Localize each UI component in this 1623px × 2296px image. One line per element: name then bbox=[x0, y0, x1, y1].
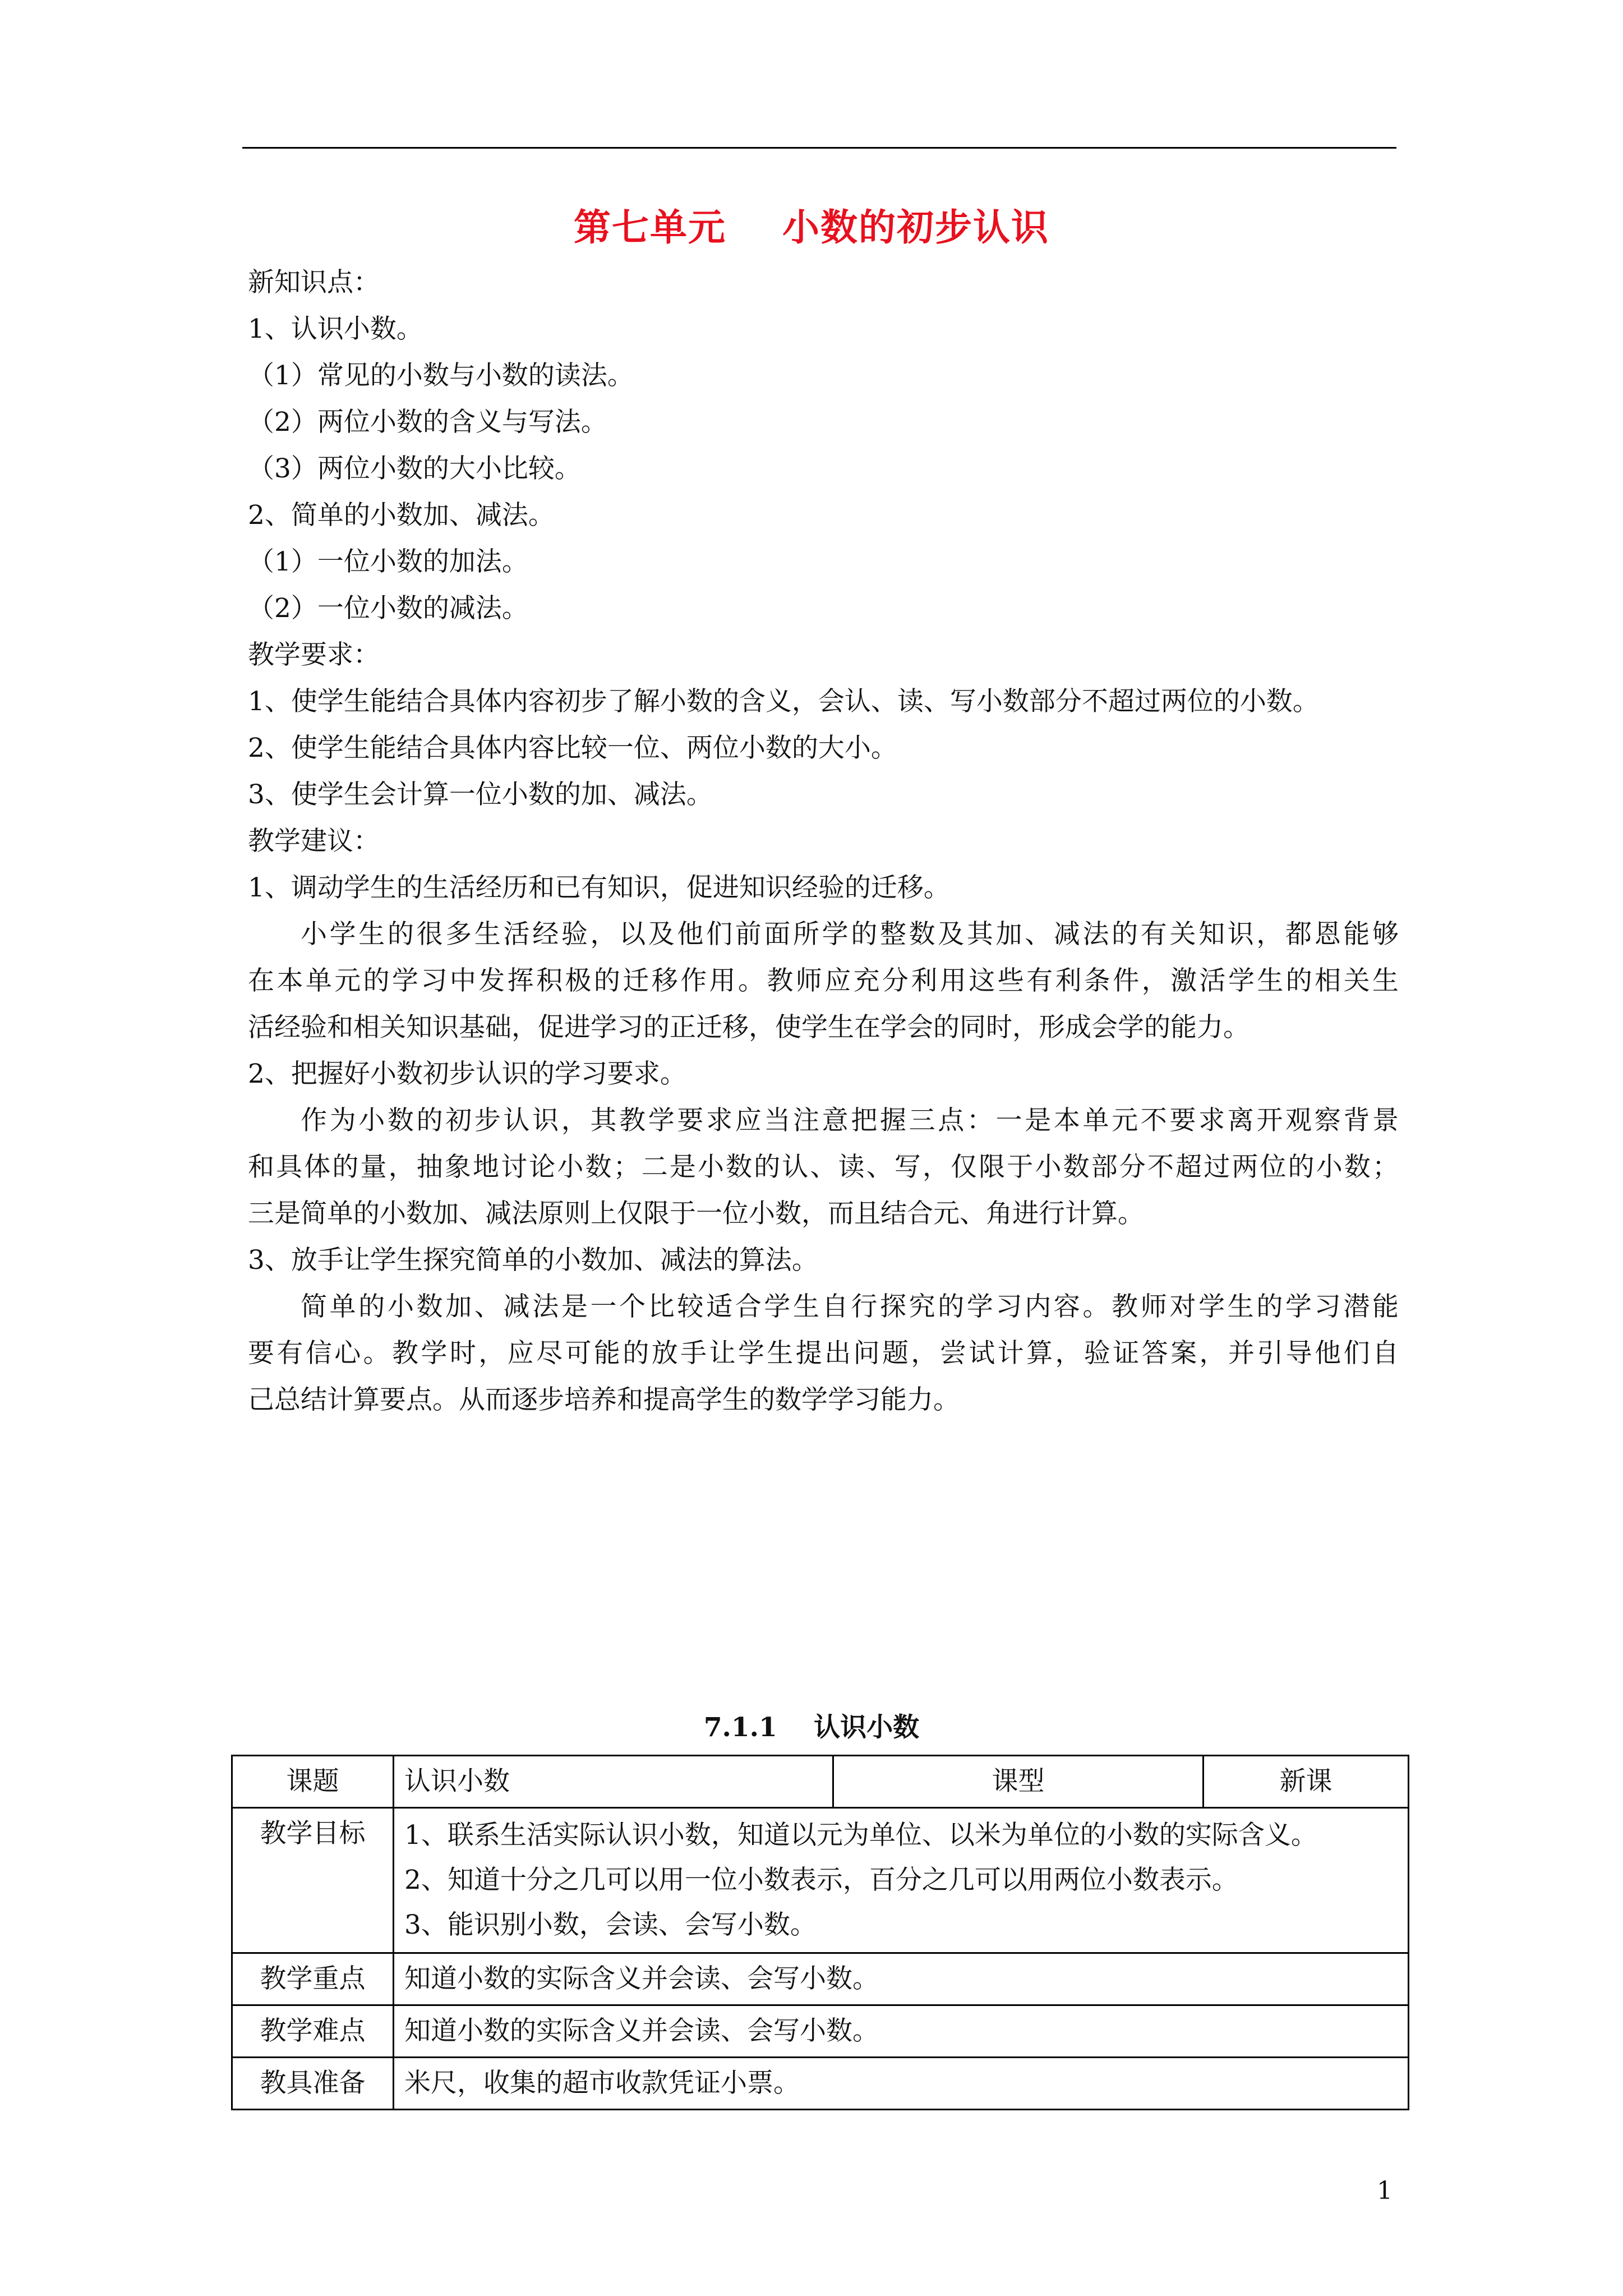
text-line: （3）两位小数的大小比较。 bbox=[248, 453, 581, 484]
text-line: 3、使学生会计算一位小数的加、减法。 bbox=[248, 779, 713, 810]
text-line: （2）两位小数的含义与写法。 bbox=[248, 407, 607, 438]
type-label: 课型 bbox=[833, 1756, 1204, 1808]
lesson-heading: 7.1.1 认识小数 bbox=[703, 1712, 920, 1743]
text-line: 小学生的很多生活经验，以及他们前面所学的整数及其加、减法的有关知识，都恩能够 bbox=[301, 919, 1399, 950]
difficulty-value: 知道小数的实际含义并会读、会写小数。 bbox=[394, 2005, 1409, 2058]
page-number: 1 bbox=[1377, 2177, 1393, 2205]
key-point-label: 教学重点 bbox=[232, 1953, 394, 2005]
text-line: 己总结计算要点。从而逐步培养和提高学生的数学学习能力。 bbox=[248, 1384, 960, 1415]
header-rule bbox=[242, 147, 1396, 149]
goal-item: 1、联系生活实际认识小数，知道以元为单位、以米为单位的小数的实际含义。 bbox=[404, 1820, 1317, 1851]
text-line: 3、放手让学生探究简单的小数加、减法的算法。 bbox=[248, 1245, 818, 1276]
difficulty-label: 教学难点 bbox=[232, 2005, 394, 2058]
text-line: 新知识点： bbox=[248, 267, 380, 298]
text-line: 1、认识小数。 bbox=[248, 314, 423, 344]
text-line: 2、简单的小数加、减法。 bbox=[248, 500, 555, 531]
text-line: （2）一位小数的减法。 bbox=[248, 593, 528, 624]
table-row bbox=[232, 2005, 1409, 2058]
text-line: 1、调动学生的生活经历和已有知识，促进知识经验的迁移。 bbox=[248, 872, 950, 903]
text-line: （1）一位小数的加法。 bbox=[248, 546, 528, 577]
type-value: 新课 bbox=[1204, 1756, 1409, 1808]
goals-cell bbox=[394, 1808, 1409, 1953]
key-point-value: 知道小数的实际含义并会读、会写小数。 bbox=[394, 1953, 1409, 2005]
text-line: 作为小数的初步认识，其教学要求应当注意把握三点：一是本单元不要求离开观察背景 bbox=[301, 1105, 1399, 1136]
topic-value: 认识小数 bbox=[394, 1756, 833, 1808]
lesson-plan-table bbox=[231, 1755, 1409, 2110]
text-line: 在本单元的学习中发挥积极的迁移作用。教师应充分利用这些有利条件，激活学生的相关生 bbox=[248, 965, 1399, 996]
text-line: 和具体的量，抽象地讨论小数；二是小数的认、读、写，仅限于小数部分不超过两位的小数； bbox=[248, 1152, 1399, 1182]
table-row bbox=[232, 1953, 1409, 2005]
text-line: 简单的小数加、减法是一个比较适合学生自行探究的学习内容。教师对学生的学习潜能 bbox=[301, 1291, 1399, 1322]
text-line: 教学建议： bbox=[248, 826, 380, 857]
document-body bbox=[248, 259, 1399, 1423]
text-line: 2、使学生能结合具体内容比较一位、两位小数的大小。 bbox=[248, 733, 897, 763]
goal-item: 3、能识别小数，会读、会写小数。 bbox=[404, 1910, 817, 1940]
table-row bbox=[232, 1756, 1409, 1808]
text-line: 1、使学生能结合具体内容初步了解小数的含义，会认、读、写小数部分不超过两位的小数。 bbox=[248, 686, 1319, 717]
table-row bbox=[232, 2058, 1409, 2110]
text-line: 活经验和相关知识基础，促进学习的正迁移，使学生在学会的同时，形成会学的能力。 bbox=[248, 1012, 1249, 1043]
text-line: 三是简单的小数加、减法原则上仅限于一位小数，而且结合元、角进行计算。 bbox=[248, 1198, 1144, 1229]
page-title: 第七单元 小数的初步认识 bbox=[574, 205, 1049, 249]
goal-item: 2、知道十分之几可以用一位小数表示，百分之几可以用两位小数表示。 bbox=[404, 1865, 1238, 1895]
text-line: （1）常见的小数与小数的读法。 bbox=[248, 360, 634, 391]
text-line: 教学要求： bbox=[248, 639, 380, 670]
text-line: 2、把握好小数初步认识的学习要求。 bbox=[248, 1059, 686, 1089]
text-line: 要有信心。教学时，应尽可能的放手让学生提出问题，尝试计算，验证答案，并引导他们自 bbox=[248, 1338, 1399, 1369]
table-row bbox=[232, 1808, 1409, 1953]
goals-label: 教学目标 bbox=[232, 1808, 394, 1953]
tools-label: 教具准备 bbox=[232, 2058, 394, 2110]
tools-value: 米尺，收集的超市收款凭证小票。 bbox=[394, 2058, 1409, 2110]
topic-label: 课题 bbox=[232, 1756, 394, 1808]
